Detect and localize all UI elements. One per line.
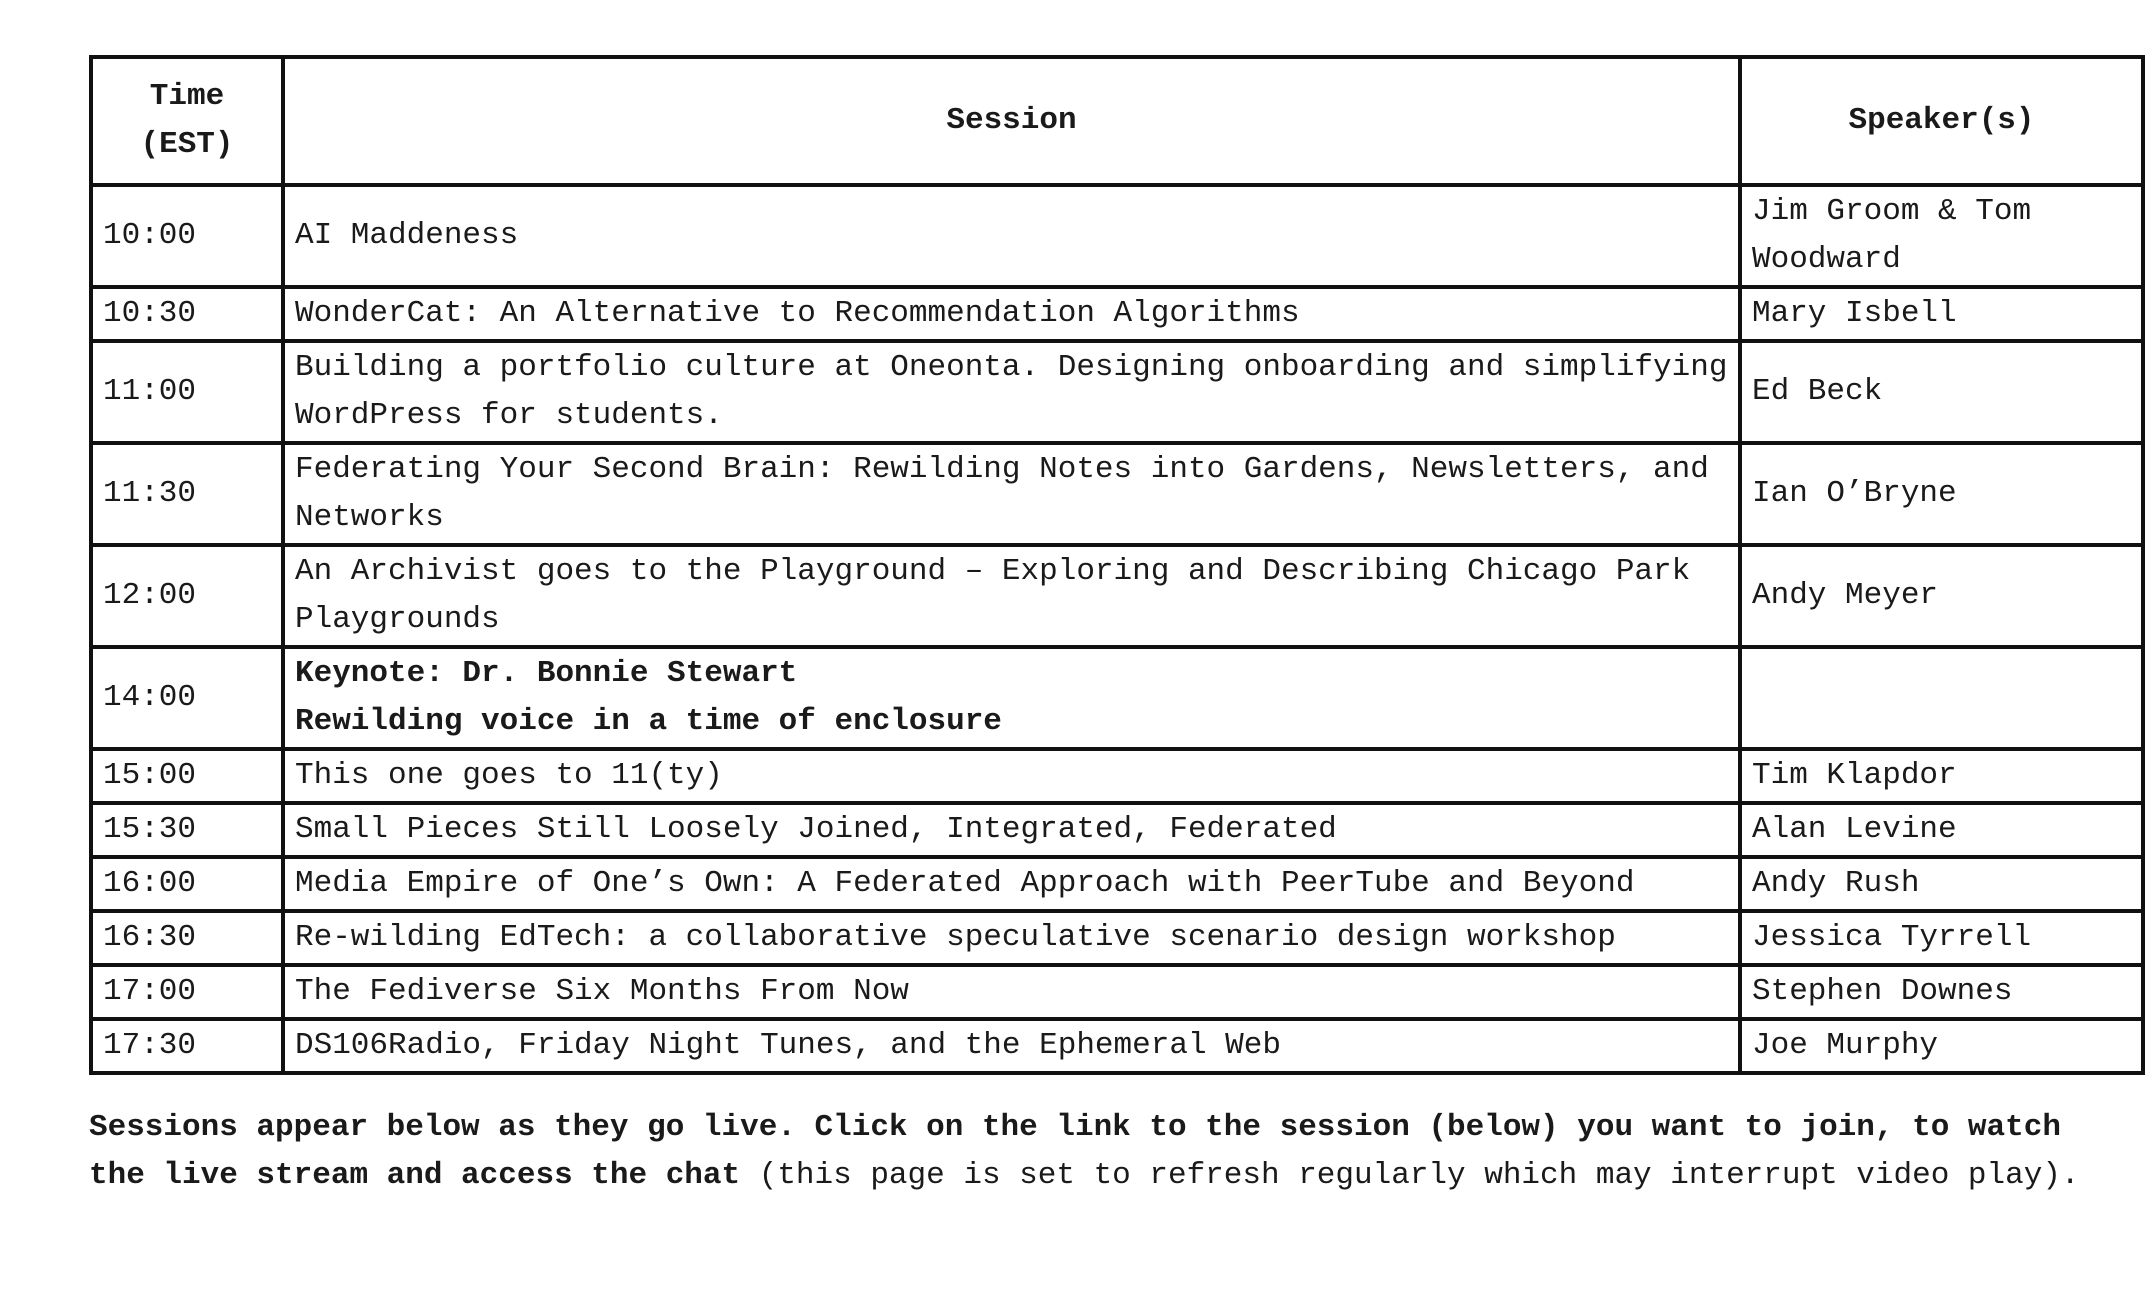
- speaker-cell: Ian O’Bryne: [1740, 443, 2143, 545]
- session-cell: WonderCat: An Alternative to Recommendation Algorithms: [283, 287, 1740, 341]
- header-time: [91, 57, 283, 185]
- time-cell: 15:30: [91, 803, 283, 857]
- speaker-cell: Tim Klapdor: [1740, 749, 2143, 803]
- table-row: [91, 749, 2143, 803]
- speaker-cell: [1740, 647, 2143, 749]
- speaker-cell: Mary Isbell: [1740, 287, 2143, 341]
- header-time-zone: (EST): [140, 127, 234, 162]
- time-cell: 14:00: [91, 647, 283, 749]
- table-row: [91, 965, 2143, 1019]
- table-row: [91, 287, 2143, 341]
- session-cell: Federating Your Second Brain: Rewilding Notes into Gardens, Newsletters, and Networks: [283, 443, 1740, 545]
- time-cell: 16:30: [91, 911, 283, 965]
- speaker-cell: Andy Meyer: [1740, 545, 2143, 647]
- session-cell: DS106Radio, Friday Night Tunes, and the Ephemeral Web: [283, 1019, 1740, 1073]
- time-cell: 11:00: [91, 341, 283, 443]
- table-header-row: [91, 57, 2143, 185]
- table-row: [91, 341, 2143, 443]
- speaker-cell: Alan Levine: [1740, 803, 2143, 857]
- session-cell: An Archivist goes to the Playground – Exploring and Describing Chicago Park Playgrounds: [283, 545, 1740, 647]
- time-cell: 16:00: [91, 857, 283, 911]
- time-cell: 17:00: [91, 965, 283, 1019]
- table-row: [91, 1019, 2143, 1073]
- table-row: [91, 857, 2143, 911]
- speaker-cell: Jim Groom & Tom Woodward: [1740, 185, 2143, 287]
- schedule-table: [89, 55, 2145, 1075]
- time-cell: 17:30: [91, 1019, 283, 1073]
- time-cell: 10:00: [91, 185, 283, 287]
- table-row: [91, 185, 2143, 287]
- table-row: [91, 443, 2143, 545]
- table-row-keynote: [91, 647, 2143, 749]
- session-cell: Re-wilding EdTech: a collaborative speculative scenario design workshop: [283, 911, 1740, 965]
- session-cell: Small Pieces Still Loosely Joined, Integrated, Federated: [283, 803, 1740, 857]
- session-cell: AI Maddeness: [283, 185, 1740, 287]
- table-row: [91, 911, 2143, 965]
- speaker-cell: Joe Murphy: [1740, 1019, 2143, 1073]
- session-cell: Building a portfolio culture at Oneonta. Designing onboarding and simplifying WordPress for students.: [283, 341, 1740, 443]
- time-cell: 15:00: [91, 749, 283, 803]
- speaker-cell: Jessica Tyrrell: [1740, 911, 2143, 965]
- keynote-speaker-title: Keynote: Dr. Bonnie Stewart: [295, 656, 798, 691]
- time-cell: 12:00: [91, 545, 283, 647]
- keynote-session-cell: [283, 647, 1740, 749]
- header-time-label: Time: [149, 79, 225, 114]
- time-cell: 10:30: [91, 287, 283, 341]
- keynote-talk-title: Rewilding voice in a time of enclosure: [295, 704, 1002, 739]
- live-sessions-notice: [89, 1104, 2089, 1200]
- header-speakers: Speaker(s): [1740, 57, 2143, 185]
- table-row: [91, 545, 2143, 647]
- session-cell: The Fediverse Six Months From Now: [283, 965, 1740, 1019]
- table-row: [91, 803, 2143, 857]
- time-cell: 11:30: [91, 443, 283, 545]
- speaker-cell: Andy Rush: [1740, 857, 2143, 911]
- header-session: Session: [283, 57, 1740, 185]
- session-cell: This one goes to 11(ty): [283, 749, 1740, 803]
- speaker-cell: Stephen Downes: [1740, 965, 2143, 1019]
- notice-regular-text: (this page is set to refresh regularly which may interrupt video play).: [740, 1158, 2080, 1193]
- session-cell: Media Empire of One’s Own: A Federated Approach with PeerTube and Beyond: [283, 857, 1740, 911]
- notice-bold-text: Sessions appear below as they go live. Click on the link to the session (below) you want to join, to watch the live stream and access the chat: [89, 1110, 2061, 1193]
- speaker-cell: Ed Beck: [1740, 341, 2143, 443]
